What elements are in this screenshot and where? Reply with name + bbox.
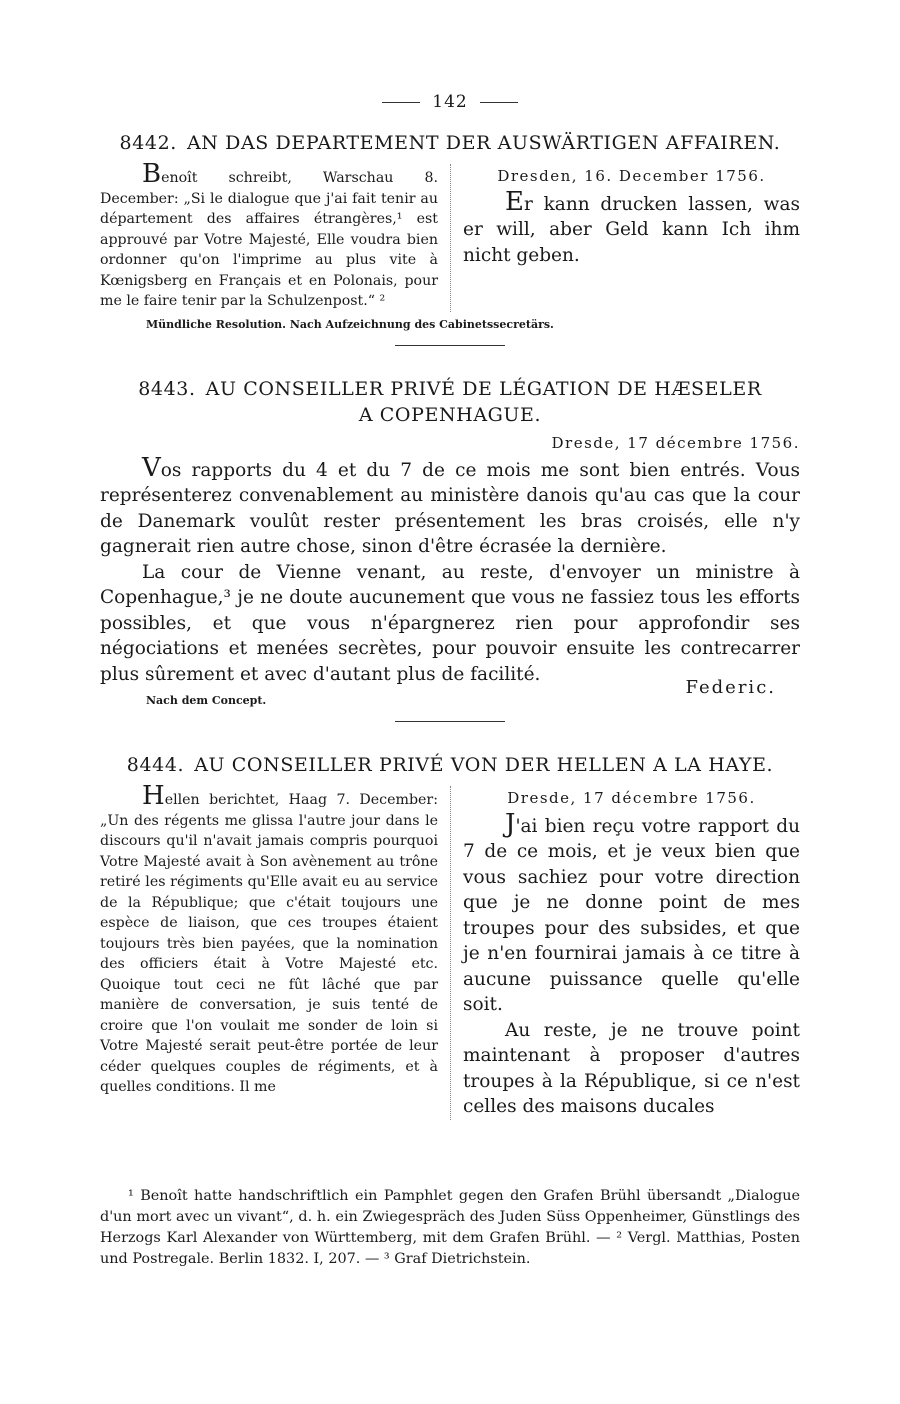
paragraph-1: 'ai bien reçu votre rapport du 7 de ce mois, et je veux bien que vous sachiez pour votre direction que je ne donne point de mes troupes pour des subsides, et que je n'en fournirai jamais à ce titre à aucune puissance quelle qu'elle soit. xyxy=(463,815,800,1015)
text-body: r kann drucken lassen, was er will, aber Geld kann Ich ihm nicht geben. xyxy=(463,193,800,266)
letter-8442-body xyxy=(100,159,800,312)
page-number-dash-left xyxy=(382,102,420,103)
signature: Federic. xyxy=(685,677,776,698)
letter-number: 8444. xyxy=(126,754,185,776)
dateline: Dresden, 16. December 1756. xyxy=(497,167,766,185)
paragraph-1: os rapports du 4 et du 7 de ce mois me sont bien entrés. Vous représenterez convenablement au ministère danois qu'au cas que la cour de Danemark voulût rester présentement les bras croisés, elle n'y gagnerait rien autre chose, sinon d'être écrasée la dernière. xyxy=(100,459,800,557)
paragraph-2: La cour de Vienne venant, au reste, d'envoyer un ministre à Copenhague,³ je ne doute aucunement que vous ne fassiez tous les efforts possibles, et que vous n'épargnerez rien pour approfondir ses négociations et menées secrètes, pour pouvoir ensuite les contrecarrer plus sûrement et avec d'autant plus de facilité. xyxy=(100,561,800,685)
letter-title-line2: A COPENHAGUE. xyxy=(358,403,542,426)
letter-title: AN DAS DEPARTEMENT DER AUSWÄRTIGEN AFFAIREN. xyxy=(186,132,781,154)
letter-8444-heading xyxy=(100,752,800,778)
summary-text: enoît schreibt, Warschau 8. December: „Si le dialogue que j'ai fait tenir au département des affaires étrangères,¹ est approuvé par Votre Majesté, Elle voudra bien ordonner qu'on l'imprime au plus vite à Kœnigsberg en Français et en Polonais, pour me le faire tenir par la Schulzenpost.“ ² xyxy=(100,170,438,309)
letter-title-line1: AU CONSEILLER PRIVÉ DE LÉGATION DE HÆSELER xyxy=(205,377,762,400)
letter-8444-body xyxy=(100,781,800,1120)
letter-summary xyxy=(100,159,450,312)
source-note: Nach dem Concept. xyxy=(146,694,267,707)
footnotes xyxy=(100,1186,800,1270)
paragraph-2: Au reste, je ne trouve point maintenant à proposer d'autres troupes à la République, si ce n'est celles des maisons ducales xyxy=(463,1019,800,1117)
dateline: Dresde, 17 décembre 1756. xyxy=(551,433,800,452)
summary-text: ellen berichtet, Haag 7. December: „Un des régents me glissa l'autre jour dans le discours qu'il n'avait jamais compris pourquoi Votre Majesté avait à Son avènement au trône retiré les régiments qu'Elle avait eu au service de la République; que c'était toujours une espèce de liaison, que ces troupes étaient toujours très bien payées, que la nomination des officiers était à Votre Majesté etc. Quoique tout ceci ne fût lâché que par manière de conversation, je suis tenté de croire que l'on voulait me sonder de loin si Votre Majesté serait peut-être portée de leur céder quelques couples de régiments, et à quelles conditions. Il me xyxy=(100,792,438,1095)
dateline: Dresde, 17 décembre 1756. xyxy=(507,789,756,807)
summary-initial: B xyxy=(142,159,162,189)
letter-summary xyxy=(100,781,450,1120)
letter-8442-heading xyxy=(100,130,800,156)
letter-8443-heading xyxy=(100,376,800,428)
section-rule xyxy=(395,345,505,346)
summary-initial: H xyxy=(142,781,165,811)
text-initial: J xyxy=(505,808,516,839)
letter-number: 8442. xyxy=(119,132,177,154)
text-initial: E xyxy=(505,186,524,217)
letter-text xyxy=(451,786,800,1120)
section-rule xyxy=(395,721,505,722)
footnotes-text: ¹ Benoît hatte handschriftlich ein Pamphlet gegen den Grafen Brühl übersandt „Dialogue d'un mort avec un vivant“, d. h. ein Zwiegespräch des Juden Süss Oppenheimer, Günstlings des Herzogs Karl Alexander von Württemberg, mit dem Grafen Brühl. — ² Vergl. Matthias, Posten und Postregale. Berlin 1832. I, 207. — ³ Graf Dietrichstein. xyxy=(100,1188,800,1267)
letter-8443-body xyxy=(100,452,800,688)
page-number-dash-right xyxy=(480,102,518,103)
page xyxy=(100,92,800,1120)
page-number: 142 xyxy=(100,92,800,112)
text-initial: V xyxy=(142,452,161,483)
letter-text xyxy=(451,164,800,312)
letter-title: AU CONSEILLER PRIVÉ VON DER HELLEN A LA HAYE. xyxy=(194,754,774,776)
source-note: Mündliche Resolution. Nach Aufzeichnung des Cabinetssecretärs. xyxy=(146,317,554,331)
letter-number: 8443. xyxy=(138,377,196,400)
